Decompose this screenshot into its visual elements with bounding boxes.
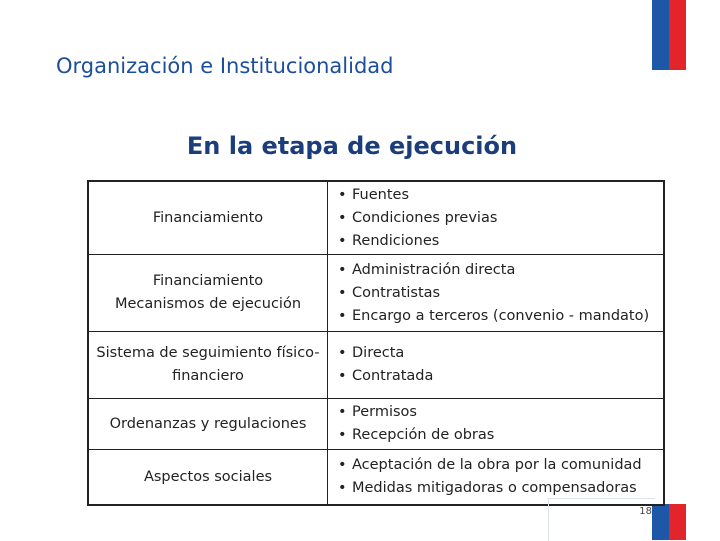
- row-label: [88, 181, 328, 255]
- row-label: [88, 399, 328, 450]
- row-label-line: Ordenanzas y regulaciones: [109, 415, 307, 432]
- row-items: [328, 255, 665, 332]
- list-item: • Permisos: [338, 404, 417, 420]
- list-item: • Rendiciones: [338, 232, 440, 249]
- list-item: • Directa: [338, 345, 405, 361]
- list-item: • Aceptación de la obra por la comunidad: [338, 457, 642, 473]
- flag-decoration-bottom: [652, 504, 686, 540]
- row-label-line: financiero: [172, 368, 244, 384]
- row-label-line: Sistema de seguimiento físico-: [96, 345, 320, 361]
- execution-table: [87, 180, 665, 506]
- list-item: • Encargo a terceros (convenio - mandato): [338, 307, 650, 324]
- table-row: [88, 450, 664, 506]
- slide-title: Organización e Institucionalidad: [56, 54, 394, 78]
- section-heading: [0, 132, 700, 160]
- row-label: [88, 255, 328, 332]
- row-items: [328, 332, 665, 399]
- list-item: • Contratistas: [338, 284, 441, 301]
- list-item: • Administración directa: [338, 261, 516, 278]
- table-row: [88, 399, 664, 450]
- row-items: [328, 399, 665, 450]
- row-label-line: Aspectos sociales: [143, 468, 273, 485]
- row-label-line: Mecanismos de ejecución: [114, 296, 302, 312]
- row-label-line: Financiamiento: [152, 209, 264, 226]
- table-row: [88, 181, 664, 255]
- table-row: [88, 332, 664, 399]
- row-items: [328, 181, 665, 255]
- row-items: [328, 450, 665, 506]
- row-label: [88, 332, 328, 399]
- list-item: • Medidas mitigadoras o compensadoras: [338, 480, 637, 496]
- flag-decoration-top: [652, 0, 686, 70]
- row-label-line: Financiamiento: [152, 273, 264, 289]
- list-item: • Condiciones previas: [338, 209, 498, 226]
- list-item: • Fuentes: [338, 186, 410, 203]
- table-row: [88, 255, 664, 332]
- page-number: 18: [639, 506, 652, 517]
- list-item: • Contratada: [338, 368, 434, 384]
- row-label: [88, 450, 328, 506]
- section-heading-text: En la etapa de ejecución: [186, 132, 518, 160]
- list-item: • Recepción de obras: [338, 427, 495, 443]
